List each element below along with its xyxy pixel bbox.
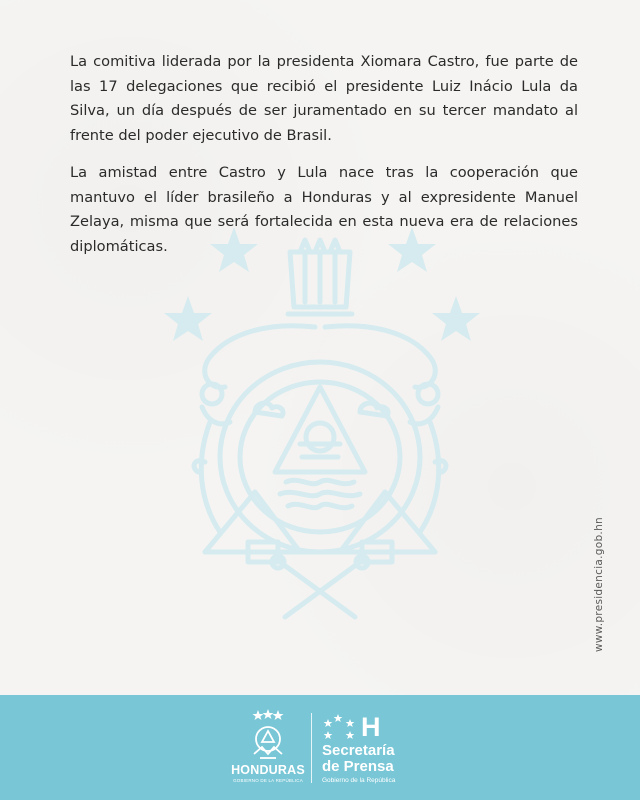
honduras-crest-icon [248,709,288,761]
secretaria-title-line1: Secretaría [322,742,395,759]
logo-divider [311,713,312,783]
mark-letter: H [361,712,381,741]
honduras-logo [228,709,308,799]
stars-h-icon [322,711,392,741]
secretaria-subtitle: Gobierno de la República [322,777,396,784]
footer-banner [0,695,640,800]
honduras-label: HONDURAS [231,763,305,777]
honduras-sublabel: GOBIERNO DE LA REPÚBLICA [233,778,303,783]
article-paragraph-1: La comitiva liderada por la presidenta Xiomara Castro, fue parte de las 17 delegaciones que recibió el presidente Luiz Inácio Lula da Silva, un día después de ser juramentado en su tercer mandato al frente del poder ejecutivo de Brasil. [70,53,578,144]
website-url: www.presidencia.gob.hn [593,517,605,652]
secretaria-prensa-logo [322,711,462,791]
article-paragraph-2: La amistad entre Castro y Lula nace tras la cooperación que mantuvo el líder brasileño a Honduras y al expresidente Manuel Zelaya, misma que será fortalecida en esta nueva era de relaciones diplomáticas. [70,164,578,255]
honduras-coat-of-arms-icon [150,222,490,622]
secretaria-title-line2: de Prensa [322,758,394,775]
article-body [70,50,578,272]
